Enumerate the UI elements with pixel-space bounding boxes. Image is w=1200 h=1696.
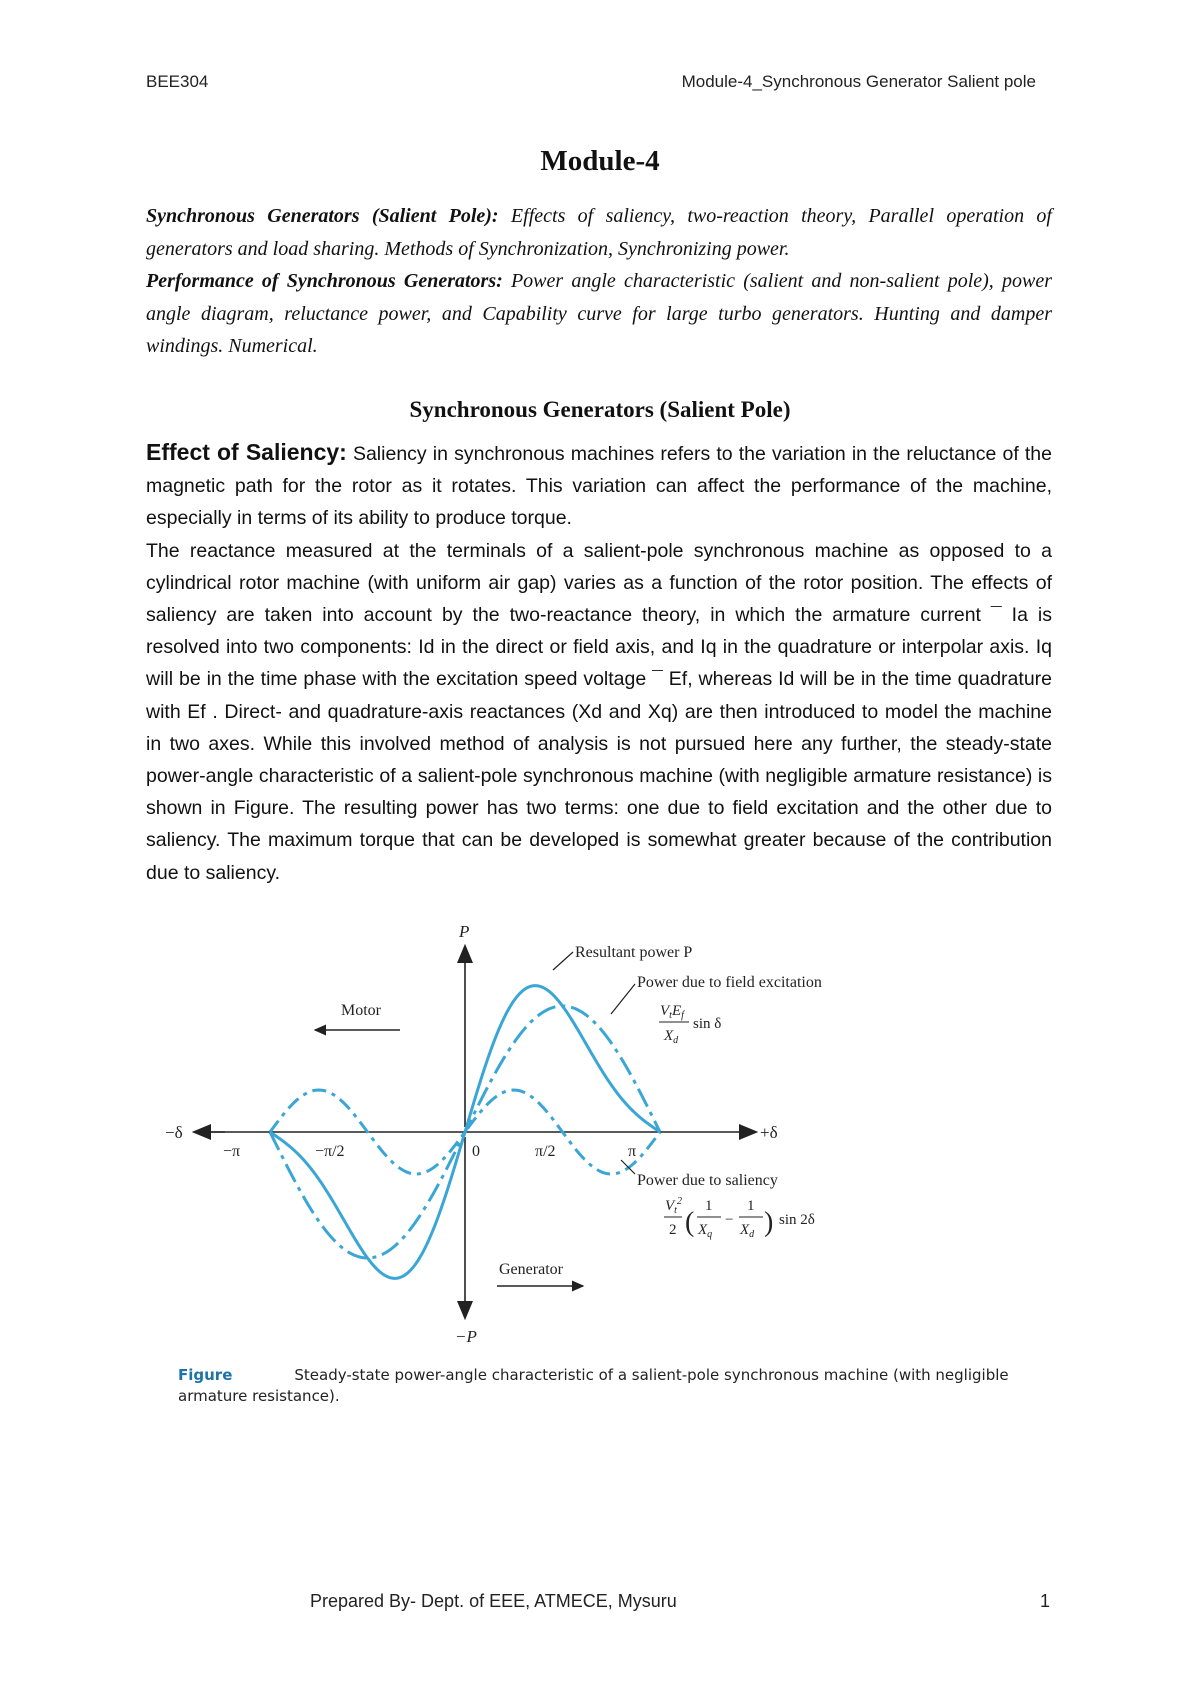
- syllabus-topic2-label: Performance of Synchronous Generators:: [146, 270, 503, 292]
- y-axis-top-label: P: [459, 922, 470, 941]
- page-number: 1: [1039, 1591, 1050, 1611]
- generator-label: Generator: [499, 1261, 563, 1278]
- saliency-leader: [621, 1160, 635, 1174]
- resultant-leader: [553, 952, 573, 970]
- svg-text:VtEf: $V_tE_f$: [660, 1003, 684, 1021]
- tick-neg-half-pi: −π/2: [315, 1143, 345, 1160]
- page-title: Module-4: [540, 145, 660, 177]
- caption-label: Figure: [178, 1366, 233, 1384]
- tick-neg-pi: −π: [223, 1143, 241, 1160]
- field-formula: [659, 1003, 721, 1046]
- svg-text:1: 1: [747, 1198, 755, 1214]
- x-axis-right-label: +δ: [760, 1123, 778, 1142]
- tick-half-pi: π/2: [535, 1143, 556, 1160]
- svg-text:(: (: [685, 1207, 695, 1238]
- section-title: Synchronous Generators (Salient Pole): [409, 397, 791, 422]
- svg-text:sin 2δ: sin 2δ: [779, 1212, 815, 1228]
- saliency-label: Power due to saliency: [637, 1172, 778, 1189]
- saliency-formula: [664, 1196, 815, 1240]
- syllabus-topic1-text: Effects of saliency, two-reaction theory, Parallel operation of generators and load sharing. Methods of Synchronization, Synchronizing power.: [146, 205, 1052, 260]
- motor-label: Motor: [341, 1002, 381, 1019]
- svg-text:Xq: $X_q$: [698, 1222, 713, 1240]
- field-leader: [611, 984, 635, 1014]
- svg-text:−: −: [725, 1212, 734, 1228]
- y-axis-bottom-label: −P: [455, 1327, 477, 1346]
- body-text: [146, 436, 1052, 889]
- tick-pi: π: [628, 1143, 637, 1160]
- syllabus-topic1-label: Synchronous Generators (Salient Pole):: [146, 205, 499, 227]
- paragraph-2: The reactance measured at the terminals of a salient-pole synchronous machine as opposed to a cylindrical rotor machine (with uniform air gap) varies as a function of the rotor position. The effects of saliency are taken into account by the two-reactance theory, in which the armature current ¯ Ia is resolved into two components: Id in the direct or field axis, and Iq in the quadrature or interpolar axis. Iq will be in the time phase with the excitation speed voltage ¯ Ef, whereas Id will be in the time quadrature with Ef . Direct- and quadrature-axis reactances (Xd and Xq) are then introduced to model the machine in two axes. While this involved method of analysis is not pursued here any further, the steady-state power-angle characteristic of a salient-pole synchronous machine (with negligible armature resistance) is shown in Figure. The resulting power has two terms: one due to field excitation and the other due to saliency. The maximum torque that can be developed is somewhat greater because of the contribution due to saliency.: [146, 539, 1052, 884]
- tick-zero: 0: [472, 1143, 480, 1160]
- svg-text:Xd: $X_d$: [664, 1028, 679, 1046]
- syllabus-topic2-text: Power angle characteristic (salient and non-salient pole), power angle diagram, reluctance power, and Capability curve for large turbo generators. Hunting and damper windings. Numerical.: [146, 270, 1052, 357]
- header-course-code: BEE304: [146, 72, 209, 91]
- caption-text: Steady-state power-angle characteristic of a salient-pole synchronous machine (with negligible armature resistance).: [178, 1366, 1009, 1405]
- svg-text:): ): [764, 1207, 774, 1238]
- field-label: Power due to field excitation: [637, 974, 822, 991]
- power-angle-figure: [165, 912, 865, 1352]
- header-module-title: Module-4_Synchronous Generator Salient pole: [681, 72, 1036, 91]
- svg-text:sin δ: sin δ: [693, 1016, 722, 1032]
- svg-text:2: 2: [669, 1222, 677, 1238]
- footer-text: Prepared By- Dept. of EEE, ATMECE, Mysuru: [310, 1591, 677, 1611]
- paragraph-1: [146, 436, 1052, 535]
- svg-text:Vt2: $V_t^2$: [665, 1196, 682, 1216]
- svg-text:1: 1: [705, 1198, 713, 1214]
- syllabus-block: [146, 200, 1052, 363]
- svg-text:Xd: $X_d$: [740, 1222, 755, 1240]
- resultant-label: Resultant power P: [575, 944, 693, 961]
- paragraph-1-text: Saliency in synchronous machines refers to the variation in the reluctance of the magnetic path for the rotor as it rotates. This variation can affect the performance of the machine, especially in terms of its ability to produce torque.: [146, 443, 1052, 530]
- x-axis-left-label: −δ: [165, 1123, 183, 1142]
- lead-term: Effect of Saliency:: [146, 439, 347, 465]
- figure-caption: [178, 1365, 1048, 1407]
